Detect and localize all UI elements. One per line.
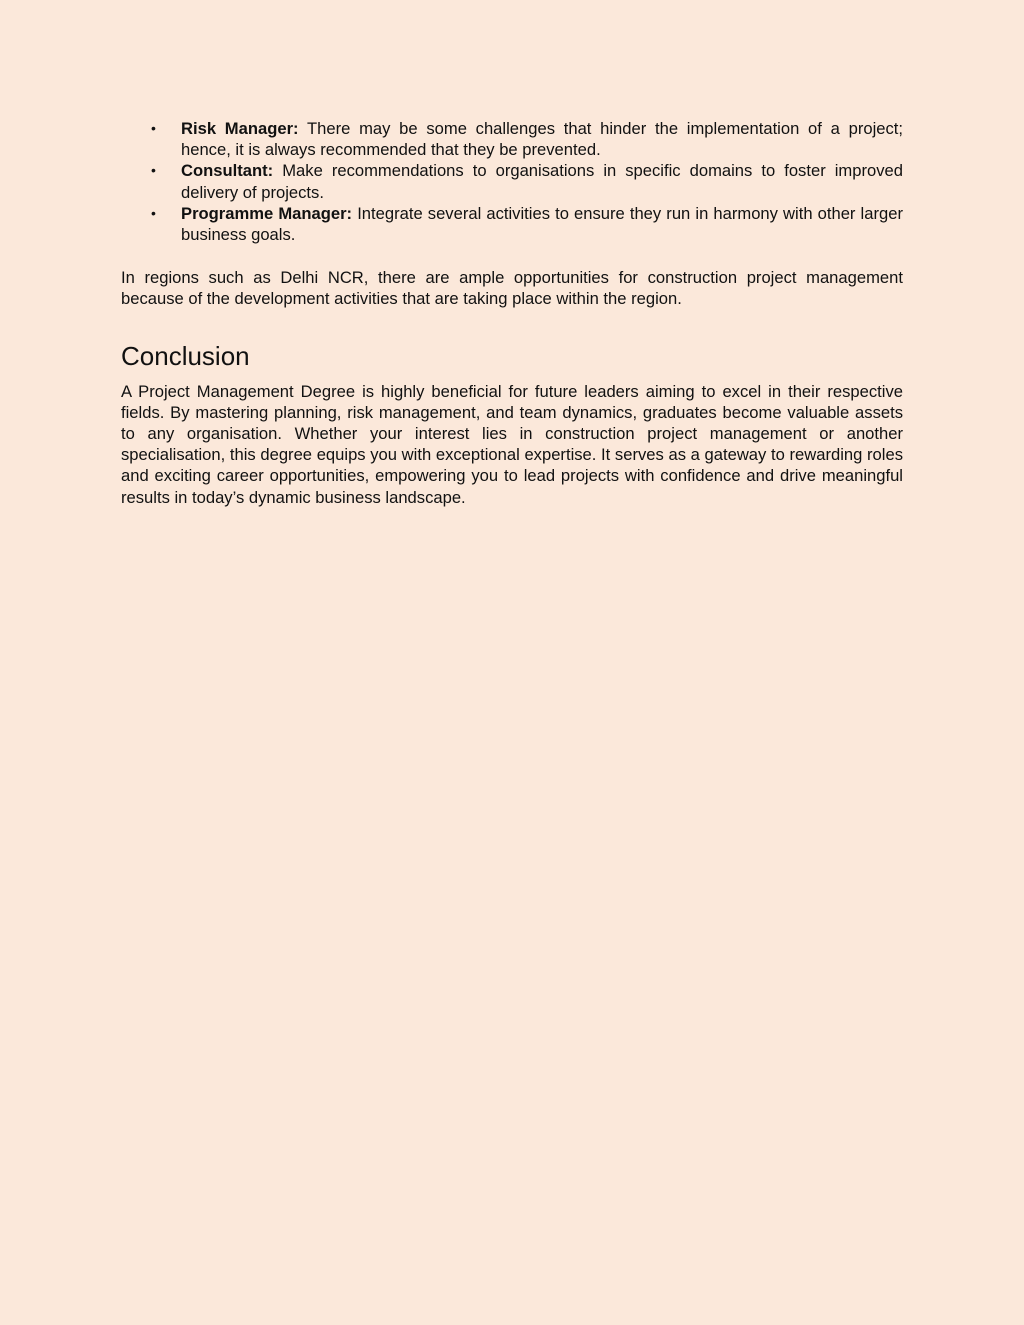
role-name: Consultant:: [181, 161, 274, 181]
conclusion-heading: Conclusion: [121, 340, 250, 371]
conclusion-paragraph: A Project Management Degree is highly beneficial for future leaders aiming to excel in their respective fields. By mastering planning, risk management, and team dynamics, graduates become valuable assets to any organisation. Whether your interest lies in construction project management or another specialisation, this degree equips you with exceptional expertise. It serves as a gateway to rewarding roles and exciting career opportunities, empowering you to lead projects with confidence and drive meaningful results in today’s dynamic business landscape.: [121, 381, 903, 507]
bullet-icon: •: [151, 162, 156, 179]
list-item-consultant: [121, 160, 903, 202]
role-name: Programme Manager:: [181, 203, 353, 223]
role-name: Risk Manager:: [181, 119, 299, 138]
role-description: Make recommendations to organisations in specific domains to foster improved delivery of projects.: [181, 161, 903, 202]
list-item-risk-manager: [121, 118, 903, 160]
role-description: Integrate several activities to ensure they run in harmony with other larger business goals.: [181, 203, 903, 245]
bullet-icon: •: [151, 204, 156, 221]
region-paragraph: In regions such as Delhi NCR, there are ample opportunities for construction project management because of the development activities that are taking place within the region.: [121, 268, 903, 309]
role-list: [121, 118, 903, 245]
bullet-icon: •: [151, 120, 156, 136]
role-description: There may be some challenges that hinder the implementation of a project; hence, it is always recommended that they be prevented.: [181, 119, 903, 160]
document-content: [121, 118, 903, 508]
list-item-programme-manager: [121, 203, 903, 245]
